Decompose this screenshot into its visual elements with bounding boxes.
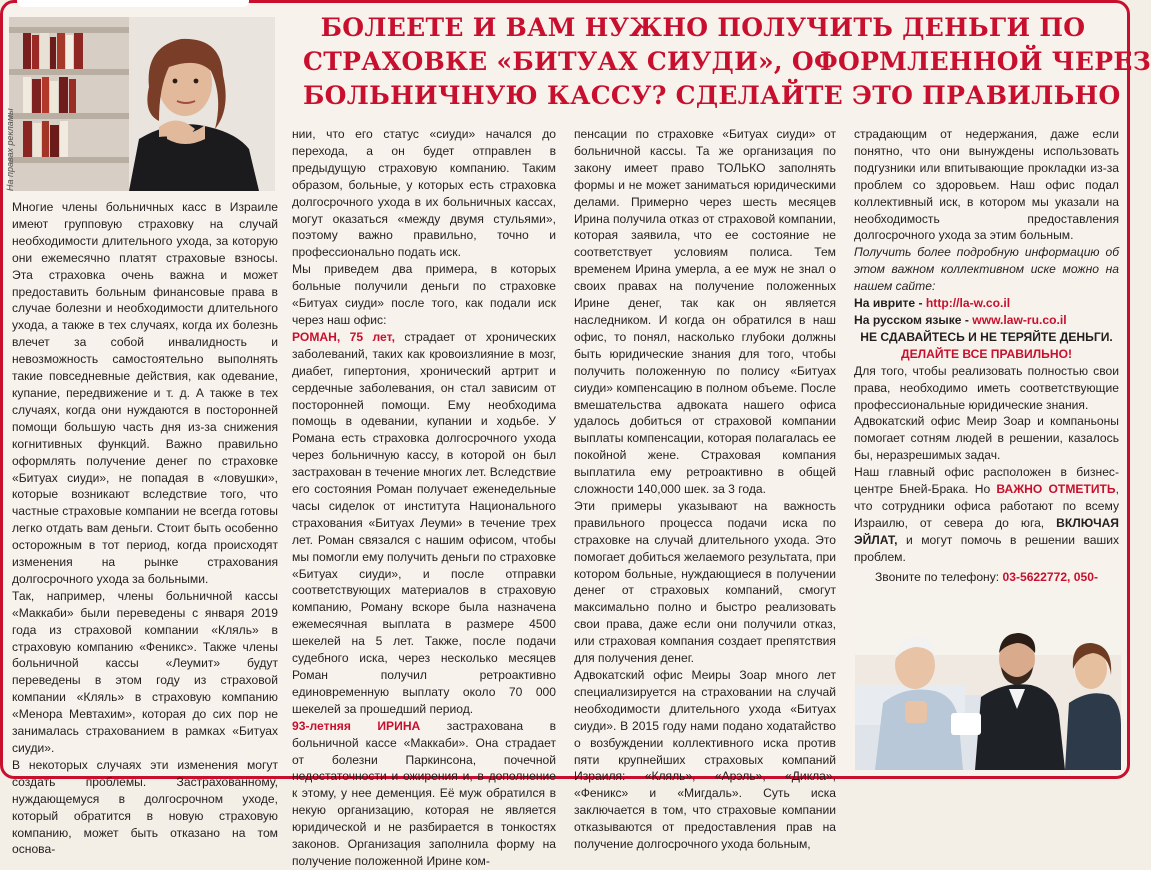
office-text: Наш главный офис расположен в бизнес-центре Бней-Брака. Но [854, 465, 1119, 497]
office-text: и могут помочь в решении ваших проблем. [854, 532, 1119, 564]
paragraph: Эти примеры указывают на важность правильного процесса подачи иска по страховке на случай длительного ухода. Это помогает добиться желаемого результата, при котором больные, нуждающиеся в получении денег от страховых компаний, смогут максимально полно и быстро реализовать свои права, даже если они получили отказ, или страховая компания создает препятствия для получения денег. [574, 498, 836, 666]
article-headline [303, 11, 1151, 113]
russian-label: На русском языке - [854, 312, 973, 327]
column-2 [292, 126, 556, 870]
irina-text: застрахована в больничной кассе «Маккаби». Она страдает от болезни Паркинсона, почечной недостаточности и ожирения и, в дополнение к этому, у нее деменция. Её муж обратился в некую организацию, которая не является юридической и не разбирается в тонкостях законов. Организация заполнила форму на получение положенной Ирине ком- [292, 718, 556, 868]
office-paragraph [854, 464, 1119, 565]
headline-line-3: БОЛЬНИЧНУЮ КАССУ? СДЕЛАЙТЕ ЭТО ПРАВИЛЬНО [303, 81, 1121, 110]
paragraph: нии, что его статус «сиуди» начался до перехода, а он будет отправлен в предыдущую страховую компанию. Таким образом, больные, у которых есть страховка долгосрочного ухода в их больничных кассах, могут оказаться «между двумя стульями», поэтому важно правильно, точно и профессионально подать иск. [292, 127, 556, 260]
photo-caption: На правах рекламы [5, 108, 15, 191]
paragraph: В некоторых случаях эти изменения могут создать проблемы. Застрахованному, нуждающемуся в долгосрочном уходе, который обратится в новую страховую компанию, может быть отказано на том основа- [12, 757, 278, 857]
phone-numbers[interactable]: 03-5622772, 050- [1002, 569, 1098, 584]
roman-label: РОМАН, 75 лет, [292, 329, 395, 344]
headline-line-1: БОЛЕЕТЕ И ВАМ НУЖНО ПОЛУЧИТЬ ДЕНЬГИ ПО [320, 13, 1086, 42]
paragraph: Для того, чтобы реализовать полностью свои права, необходимо иметь соответствующие профессиональные юридические знания. [854, 363, 1119, 412]
hebrew-site-line [854, 295, 1119, 312]
irina-label: 93-летняя ИРИНА [292, 718, 421, 733]
paragraph-irina [292, 718, 556, 870]
phone-label: Звоните по телефону: [874, 569, 1003, 584]
paragraph: страдающим от недержания, даже если понятно, что они вынуждены использовать подгузники или впитывающие прокладки из-за проблем со здоровьем. Наш офис подал коллективный иск, в котором мы указали на необходимость предоставления долгосрочного ухода за этим больным. [854, 127, 1119, 243]
slogan-line-2: ДЕЛАЙТЕ ВСЕ ПРАВИЛЬНО! [900, 346, 1073, 361]
slogan-line-1: НЕ СДАВАЙТЕСЬ И НЕ ТЕРЯЙТЕ ДЕНЬГИ. [860, 329, 1113, 344]
consultation-photo [855, 585, 1121, 770]
hebrew-site-link[interactable]: http://la-w.co.il [925, 296, 1011, 311]
top-notch [17, 0, 249, 7]
russian-site-line [854, 312, 1119, 329]
paragraph: Так, например, члены больничной кассы «Маккаби» были переведены с января 2019 года из страховой компании «Кляль» в страховую компанию «Феникс». Также члены больничной кассы «Леумит» будут переведены в этом году из страховой компании «Кляль» в страховую компанию «Менора Мевтахим», которая до сих пор не занималась страхованием в рамках «Битуах сиуди». [12, 588, 278, 755]
column-4 [854, 126, 1119, 619]
important-note: ВАЖНО ОТМЕТИТЬ [996, 482, 1116, 497]
paragraph: Многие члены больничных касс в Израиле имеют групповую страховку на случай необходимости длительного ухода, за которую они ежемесячно платят страховые взносы. Эта страховка очень важна и может предоставить больным финансовые права в случае болезни и необходимости длительного ухода, а также в тех случаях, когда их болезнь влечет за собой инвалидность и невозможность самостоятельно выполнять такие повседневные действия, как одевание, купание, передвижение и т. д. А также в тех случаях, когда они нуждаются в посторонней помощи большую часть дня из-за снижения когнитивных функций. Важно правильно оформлять получение денег по страховке «Битуах сиуди», не попадая в «ловушки», которые возникают вследствие того, что частные страховые компании не всегда готовы легко отдать вам деньги. Стоит быть особенно осторожным в тот период, когда происходят изменения на рынке страхования долгосрочного ухода за больными. [12, 200, 278, 586]
paragraph: пенсации по страховке «Битуах сиуди» от больничной кассы. Та же организация по закону имеет право ТОЛЬКО заполнять формы и не может заниматься юридическими делами. Примерно через шесть месяцев Ирина получила отказ от страховой компании, которая заявила, что ее состояние не соответствует условиям полиса. Тем временем Ирина умерла, а ее муж не знал о своих правах на получение положенных Ирине денег, так как он является наследником. И когда он обратился в наш офис, то понял, насколько глубоки должны быть юридические знания для того, чтобы получить положенную по полису «Битуах сиуди» компенсацию в полном объеме. После вмешательства адвоката нашего офиса удалось добиться от страховой компании выплаты компенсации, которая полагалась ее покойной жене. Страховая компания выплатила ему ретроактивно в общей сложности 140,000 шек. за 3 года. [574, 127, 836, 497]
eilat-note: ВКЛЮЧАЯ ЭЙЛАТ, [854, 515, 1119, 547]
headline-line-2: СТРАХОВКЕ «БИТУАХ СИУДИ», ОФОРМЛЕННОЙ ЧЕРЕЗ [303, 47, 1151, 76]
hebrew-label: На иврите - [854, 296, 926, 311]
lawyer-portrait-photo [9, 17, 275, 191]
column-1 [12, 199, 278, 858]
paragraph: Адвокатский офис Меир Зоар и компаньоны помогает сотням людей в решении, казалось бы, неразрешимых задач. [854, 414, 1119, 463]
office-text: , что сотрудники офиса работают по всему Израилю, от севера до юга, [854, 482, 1119, 530]
paragraph: Мы приведем два примера, в которых больные получили деньги по страховке «Битуах сиуди» после того, как подали иск через наш офис: [292, 262, 556, 327]
paragraph: Адвокатский офис Меиры Зоар много лет специализируется на страховании на случай необходимости длительного ухода «Битуах сиуди». В 2015 году нами подано ходатайство о возбуждении коллективного иска против пяти крупнейших страховых компаний Израиля: «Кляль», «Арэль», «Дикла», «Феникс» и «Мигдаль». Суть иска заключается в том, что страховые компании отказываются от предоставления прав на получение долгосрочного ухода больным, [574, 668, 836, 852]
column-3 [574, 126, 836, 853]
russian-site-link[interactable]: www.law-ru.co.il [972, 312, 1067, 327]
paragraph-roman [292, 329, 556, 718]
roman-text: страдает от хронических заболеваний, таких как кровоизлияние в мозг, диабет, гипертония, хронический артрит и сердечные заболевания, он стал зависим от посторонней помощи. Ему необходима помощь в одевании, купании и ходьбе. У Романа есть страховка долгосрочного ухода через больничную кассу, в которой он был застрахован в течение многих лет. Вследствие его состояния Роман получает еженедельные часы сиделок от института Национального страхования «Битуах Леуми» в течение трех лет. Роман связался с нашим офисом, чтобы мы помогли ему получить деньги по страховке «Битуах сиуди», и после отправки соответствующих материалов в страховую компанию, Роману вскоре была назначена ежемесячная выплата в размере 4500 шекелей на 5 лет. Также, после подачи судебного иска, через несколько месяцев Роман получил ретроактивно единовременную выплату около 70 000 шекелей за прошедший период. [292, 329, 556, 716]
more-info-text: Получить более подробную информацию об этом важном коллективном иске можно на нашем сайте: [854, 245, 1119, 294]
